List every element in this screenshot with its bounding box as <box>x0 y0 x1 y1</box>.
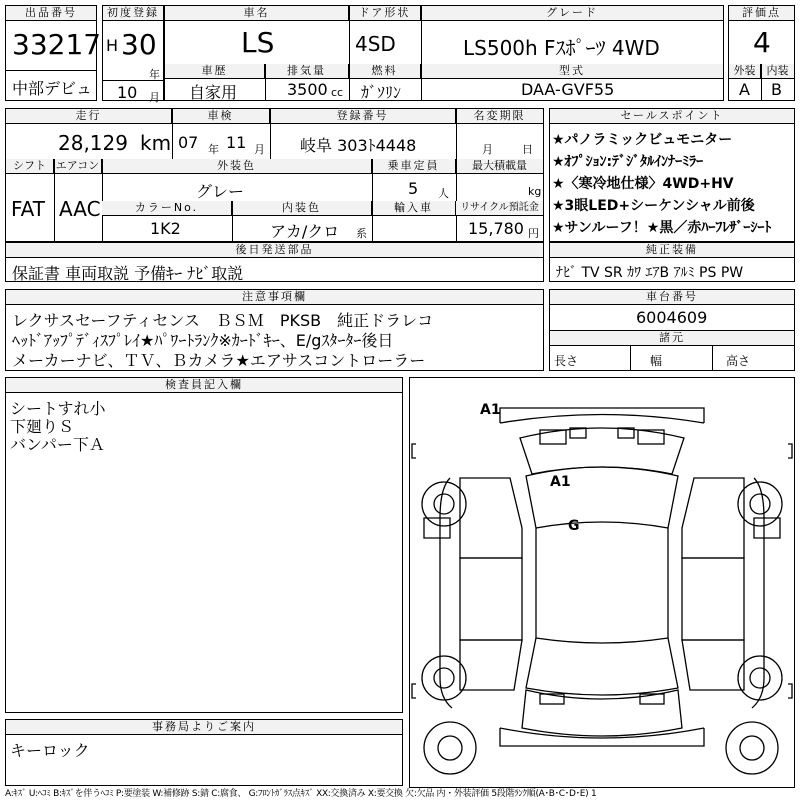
chassis-box <box>549 289 795 371</box>
equipment-label: 純正装備 <box>550 243 794 258</box>
inspection-month-unit: 月 <box>254 143 265 156</box>
grade-label: グレード <box>421 6 723 21</box>
venue: 中部デビュ <box>12 79 93 98</box>
recycle-unit: 円 <box>528 227 539 240</box>
color-number: 1K2 <box>150 219 181 238</box>
inspector-line: 下廻りＳ <box>10 417 75 436</box>
month-unit: 月 <box>149 91 160 104</box>
lot-number: 33217 <box>12 28 102 61</box>
int-label: 内装 <box>761 64 794 79</box>
recycle-fee: 15,780 <box>468 219 524 238</box>
mileage-unit: km <box>140 131 172 155</box>
width-label: 幅 <box>650 354 663 368</box>
lot-number-label: 出品番号 <box>6 6 96 21</box>
model-label: 型式 <box>421 64 723 79</box>
score-box <box>728 5 795 101</box>
fuel: ｶﾞｿﾘﾝ <box>361 83 402 102</box>
history-label: 車歴 <box>165 64 265 79</box>
fuel-label: 燃料 <box>349 64 421 79</box>
sales-points-label: セールスポイント <box>550 109 794 124</box>
car-diagram <box>410 378 794 787</box>
capacity: 5 <box>408 179 419 198</box>
history: 自家用 <box>189 83 238 102</box>
inspector-box <box>5 377 403 713</box>
lot-number-box <box>5 5 102 101</box>
sales-point: ★パノラミックビュモニター <box>552 132 733 148</box>
exterior-color: グレー <box>196 182 245 201</box>
damage-mark: A1 <box>480 402 501 418</box>
grade: LS500h Fｽﾎﾟｰﾂ 4WD <box>463 36 660 60</box>
color-label: 外装色 <box>102 159 372 174</box>
sales-point: ★ｵﾌﾟｼｮﾝ:ﾃﾞｼﾞﾀﾙｲﾝﾅｰﾐﾗｰ <box>552 154 704 170</box>
interior-color: アカ/クロ <box>270 222 340 241</box>
color-no-label: カラーNo. <box>102 201 232 216</box>
later-parts-box <box>5 242 544 282</box>
plate-label: 登録番号 <box>270 109 456 124</box>
cc-unit: cc <box>331 86 344 99</box>
mileage-label: 走行 <box>6 109 172 124</box>
reg-year: 30 <box>121 28 157 61</box>
vehicle-info-box <box>5 108 544 242</box>
capacity-unit: 人 <box>438 187 449 200</box>
load-label: 最大積載量 <box>456 159 543 174</box>
door-label: ドア形状 <box>349 6 421 21</box>
chassis-label: 車台番号 <box>550 290 794 305</box>
office-note: キーロック <box>10 741 90 760</box>
office-label: 事務局よりご案内 <box>6 720 402 735</box>
car-diagram-box <box>409 377 795 788</box>
interior-color-suffix: 系 <box>356 227 367 240</box>
plate-number: 岐阜 303ﾄ4448 <box>300 136 417 155</box>
inspector-line: バンパー下Ａ <box>10 435 105 454</box>
notes-line: レクサスセーフティセンス ＢＳＭ PKSB 純正ドラレコ <box>12 311 434 330</box>
displacement-label: 排気量 <box>265 64 349 79</box>
inspector-line: シートすれ小 <box>10 399 106 418</box>
car-name: LS <box>241 26 275 59</box>
score-label: 評価点 <box>729 6 794 21</box>
legend: A:ｷｽﾞ U:ﾍｺﾐ B:ｷｽﾞを伴うﾍｺﾐ P:要塗装 W:補修跡 S:錆 C:腐食、 G:ﾌﾛﾝﾄｶﾞﾗｽ点ｷｽﾞ XX:交換済み X:要交換 欠:欠品 内・外装評価 5段階ﾗﾝｸ順(A･B･C･D･E) 1 <box>5 789 597 799</box>
later-parts: 保証書 車両取説 予備ｷｰ ﾅﾋﾞ取説 <box>12 264 244 283</box>
height-label: 高さ <box>726 354 751 368</box>
first-registration-box <box>102 5 164 104</box>
model: DAA-GVF55 <box>521 80 615 99</box>
load-unit: kg <box>528 185 542 198</box>
equipment: ﾅﾋﾞ TV SR ｶﾜ ｴｱB ｱﾙﾐ PS PW <box>556 265 744 281</box>
sales-point: ★〈寒冷地仕様〉4WD+HV <box>552 176 734 192</box>
mileage: 28,129 <box>58 131 128 155</box>
notes-line: ﾍｯﾄﾞｱｯﾌﾟﾃﾞｨｽﾌﾟﾚｲ★ﾊﾟﾜｰﾄﾗﾝｸ※ｶｰﾄﾞｷｰ、E/gｽﾀｰﾀｰ後日 <box>12 331 394 350</box>
shift-label: シフト <box>6 159 54 174</box>
era: H <box>106 36 119 55</box>
name-change-day: 日 <box>522 143 533 156</box>
later-parts-label: 後日発送部品 <box>6 243 543 258</box>
import-label: 輸入車 <box>372 201 456 216</box>
year-unit: 年 <box>149 68 160 81</box>
main-header-box <box>164 5 724 101</box>
shift: FAT <box>11 197 46 221</box>
ext-label: 外装 <box>729 64 761 79</box>
notes-line: メーカーナビ、ＴＶ、Ｂカメラ★エアサスコントローラー <box>12 351 426 370</box>
damage-mark: G <box>568 518 580 534</box>
ac-label: エアコン <box>54 159 102 174</box>
notes-box <box>5 289 544 371</box>
chassis-number: 6004609 <box>636 308 708 327</box>
int-color-label: 内装色 <box>232 201 372 216</box>
inspector-label: 検査員記入欄 <box>6 378 402 393</box>
inspection-month: 11 <box>226 133 247 152</box>
name-change-label: 名変期限 <box>456 109 543 124</box>
equipment-box <box>549 242 795 282</box>
inspection-year-unit: 年 <box>208 143 219 156</box>
ext-grade: A <box>739 80 750 99</box>
recycle-label: リサイクル預託金 <box>456 201 543 216</box>
door-type: 4SD <box>355 32 396 56</box>
car-name-label: 車名 <box>165 6 349 21</box>
sales-point: ★サンルーフ！★黒／赤ﾊｰﾌﾚｻﾞｰｼｰﾄ <box>552 220 772 236</box>
displacement: 3500 <box>287 80 328 99</box>
notes-label: 注意事項欄 <box>6 290 543 305</box>
office-box <box>5 719 403 786</box>
first-registration-label: 初度登録 <box>103 6 163 21</box>
capacity-label: 乗車定員 <box>372 159 456 174</box>
sales-points-box <box>549 108 795 242</box>
reg-month: 10 <box>117 83 138 102</box>
int-grade: B <box>771 80 782 99</box>
damage-mark: A1 <box>550 474 571 490</box>
dims-label: 諸元 <box>550 330 794 346</box>
inspection-year: 07 <box>178 133 199 152</box>
score: 4 <box>753 26 771 59</box>
length-label: 長さ <box>554 354 579 368</box>
ac: AAC <box>59 197 101 221</box>
sales-point: ★3眼LED+シーケンシャル前後 <box>552 198 755 214</box>
name-change-month: 月 <box>482 143 493 156</box>
inspection-label: 車検 <box>172 109 270 124</box>
